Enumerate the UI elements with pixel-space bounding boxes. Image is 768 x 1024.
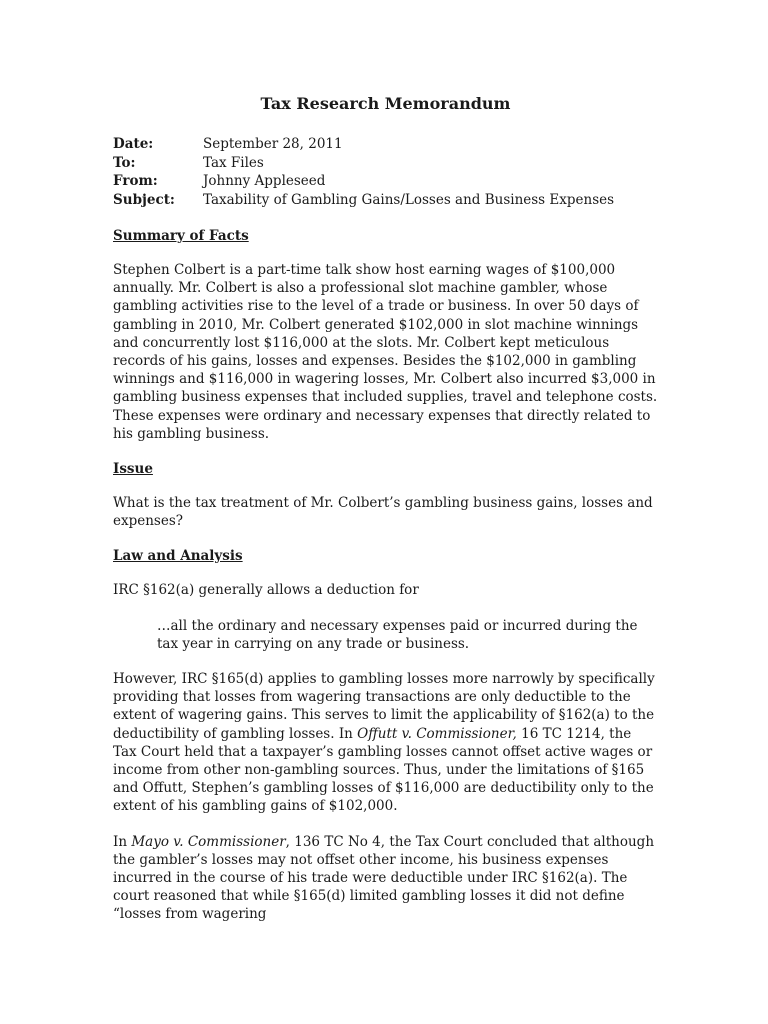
text-run: In [113,833,132,850]
text-run: 16 TC 1214, the Tax Court held that a taxpayer’s gambling losses cannot offset active wages or income from other non-gambling sources. Thus, under the limitations of §165 and Offutt, Stephen’s gambling losses of $116,000 are deductibility only to the extent of his gambling gains of $102,000. [113,725,654,815]
case-name: Mayo v. Commissioner [131,833,286,850]
meta-row-subject [113,191,658,210]
law-paragraph-offutt [113,670,658,816]
meta-label: Date: [113,136,154,152]
meta-label: To: [113,154,136,171]
memo-header [113,135,658,209]
law-paragraph-mayo [113,833,658,924]
meta-value: Tax Files [203,154,264,171]
text-run: However, IRC §165(d) applies to gambling losses more narrowly by specifically providing that losses from wagering transactions are only deductible to the extent of wagering gains. This serves to limit the applicability of §162(a) to the deductibility of gambling losses. In [113,671,655,742]
meta-label: Subject: [113,191,175,208]
meta-value: September 28, 2011 [203,136,343,152]
memo-title: Tax Research Memorandum [260,94,511,113]
meta-value: Johnny Appleseed [203,173,326,189]
law-heading: Law and Analysis [113,548,243,565]
meta-row-date [113,135,658,154]
issue-heading: Issue [113,461,153,478]
case-name: Offutt v. Commissioner, [357,725,517,742]
text-run: , 136 TC No 4, the Tax Court concluded that although the gambler’s losses may not offset other income, his business expenses incurred in the course of his trade were deductible under IRC §162(a). The court reasoned that while §165(d) limited gambling losses it did not define “losses from wagering [113,833,655,923]
meta-label: From: [113,173,158,189]
meta-value: Taxability of Gambling Gains/Losses and Business Expenses [203,191,615,208]
meta-row-from [113,172,658,191]
law-quote: …all the ordinary and necessary expenses paid or incurred during the tax year in carrying on any trade or business. [157,617,638,652]
law-intro: IRC §162(a) generally allows a deduction for [113,582,419,599]
issue-paragraph: What is the tax treatment of Mr. Colbert’s gambling business gains, losses and expenses? [113,495,653,530]
facts-paragraph: Stephen Colbert is a part-time talk show host earning wages of $100,000 annually. Mr. Colbert is also a professional slot machine gambler, whose gambling activities rise to the level of a trade or business. In over 50 days of gambling in 2010, Mr. Colbert generated $102,000 in slot machine winnings and concurrently lost $116,000 at the slots. Mr. Colbert kept meticulous records of his gains, losses and expenses. Besides the $102,000 in gambling winnings and $116,000 in wagering losses, Mr. Colbert also incurred $3,000 in gambling business expenses that included supplies, travel and telephone costs. These expenses were ordinary and necessary expenses that directly related to his gambling business. [113,262,658,442]
meta-row-to [113,154,658,173]
facts-heading: Summary of Facts [113,228,249,244]
